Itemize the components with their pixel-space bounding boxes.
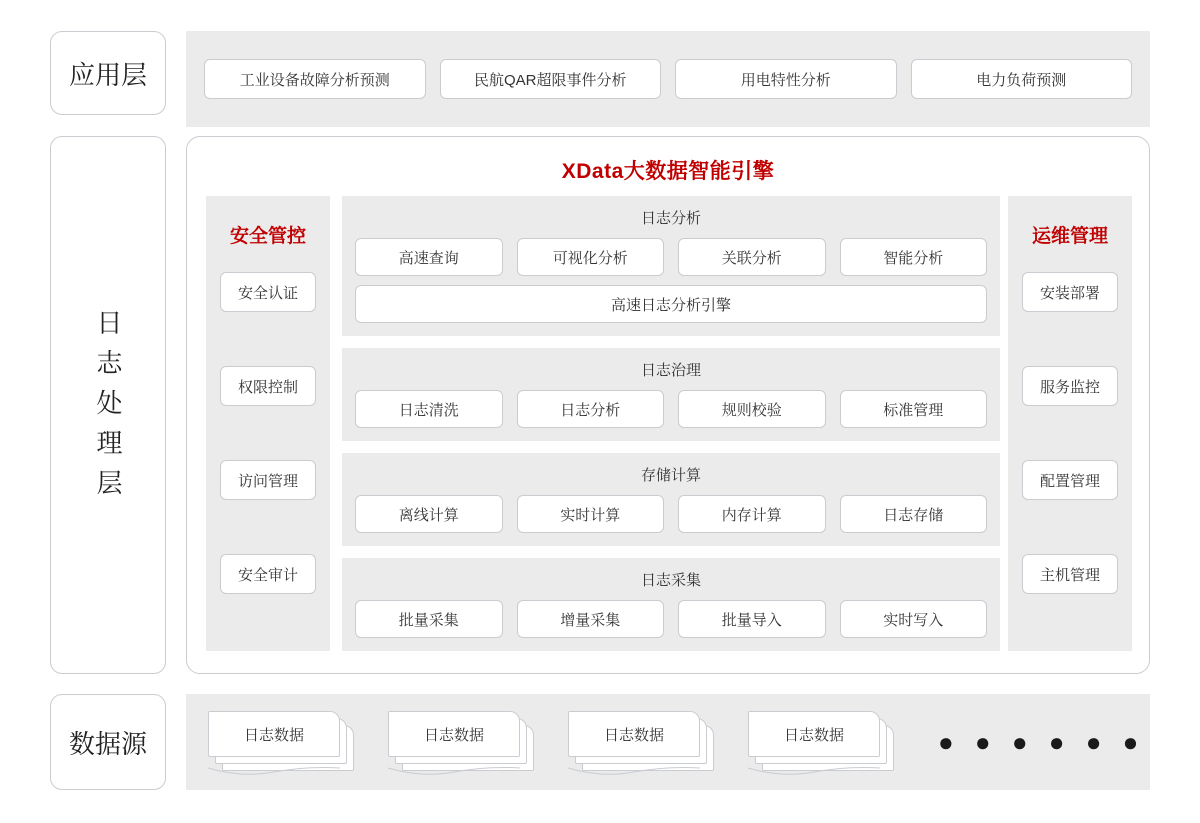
ops-item[interactable]: 服务监控 [1022, 366, 1118, 406]
layer-label-processing [50, 136, 166, 674]
datasource-item-label: 日志数据 [603, 726, 664, 744]
document-stack[interactable] [568, 711, 720, 773]
application-layer-band [186, 31, 1150, 127]
document-curve-icon [388, 766, 520, 778]
ops-column-title: 运维管理 [1031, 225, 1108, 247]
security-item[interactable]: 安全审计 [220, 554, 316, 594]
layer-label-datasource [50, 694, 166, 790]
group-item[interactable]: 增量采集 [517, 600, 665, 638]
engine-middle-stack [342, 196, 1000, 651]
application-item[interactable]: 工业设备故障分析预测 [204, 59, 426, 99]
group-item[interactable]: 实时计算 [517, 495, 665, 533]
security-column [206, 196, 330, 651]
ops-item[interactable]: 配置管理 [1022, 460, 1118, 500]
group-item[interactable]: 实时写入 [840, 600, 988, 638]
document-stack[interactable] [748, 711, 900, 773]
ops-item[interactable]: 安装部署 [1022, 272, 1118, 312]
application-item[interactable]: 民航QAR超限事件分析 [440, 59, 662, 99]
group-item[interactable]: 规则校验 [678, 390, 826, 428]
engine-container [186, 136, 1150, 674]
datasource-band [186, 694, 1150, 790]
engine-title: XData大数据智能引擎 [561, 160, 775, 183]
document-curve-icon [208, 766, 340, 778]
group-item[interactable]: 批量导入 [678, 600, 826, 638]
group-row [355, 238, 987, 276]
group-item[interactable]: 关联分析 [678, 238, 826, 276]
document-curve-icon [748, 766, 880, 778]
document-sheet-front [568, 711, 700, 757]
application-item[interactable]: 用电特性分析 [675, 59, 897, 99]
group-item[interactable]: 高速查询 [355, 238, 503, 276]
group-title: 存储计算 [640, 467, 701, 484]
security-item[interactable]: 安全认证 [220, 272, 316, 312]
ops-column [1008, 196, 1132, 651]
group-log-collection [342, 558, 1000, 651]
document-sheet-front [388, 711, 520, 757]
group-log-analysis [342, 196, 1000, 336]
layer-label-application-text: 应用层 [68, 59, 147, 90]
document-stack[interactable] [208, 711, 360, 773]
group-row [355, 495, 987, 533]
group-item[interactable]: 批量采集 [355, 600, 503, 638]
group-item[interactable]: 日志存储 [840, 495, 988, 533]
layer-label-processing-text: 日志处理层 [93, 309, 123, 509]
group-item[interactable]: 智能分析 [840, 238, 988, 276]
layer-label-datasource-text: 数据源 [68, 728, 147, 759]
document-sheet-front [208, 711, 340, 757]
group-row [355, 390, 987, 428]
security-item[interactable]: 权限控制 [220, 366, 316, 406]
group-row [355, 600, 987, 638]
datasource-item-label: 日志数据 [423, 726, 484, 744]
security-item[interactable]: 访问管理 [220, 460, 316, 500]
group-item[interactable]: 日志分析 [517, 390, 665, 428]
group-wide-item[interactable]: 高速日志分析引擎 [355, 285, 987, 323]
group-item[interactable]: 可视化分析 [517, 238, 665, 276]
group-storage-compute [342, 453, 1000, 546]
document-curve-icon [568, 766, 700, 778]
group-title: 日志分析 [640, 210, 701, 227]
datasource-ellipsis: ● ● ● ● ● ● [938, 727, 1146, 757]
group-title: 日志治理 [640, 362, 701, 379]
datasource-item-label: 日志数据 [243, 726, 304, 744]
group-item[interactable]: 标准管理 [840, 390, 988, 428]
application-item[interactable]: 电力负荷预测 [911, 59, 1133, 99]
group-item[interactable]: 日志清洗 [355, 390, 503, 428]
document-sheet-front [748, 711, 880, 757]
security-column-title: 安全管控 [229, 225, 306, 247]
group-item[interactable]: 离线计算 [355, 495, 503, 533]
layer-label-application [50, 31, 166, 115]
ops-item[interactable]: 主机管理 [1022, 554, 1118, 594]
datasource-item-label: 日志数据 [783, 726, 844, 744]
group-title: 日志采集 [640, 572, 701, 589]
document-stack[interactable] [388, 711, 540, 773]
group-item[interactable]: 内存计算 [678, 495, 826, 533]
group-log-governance [342, 348, 1000, 441]
